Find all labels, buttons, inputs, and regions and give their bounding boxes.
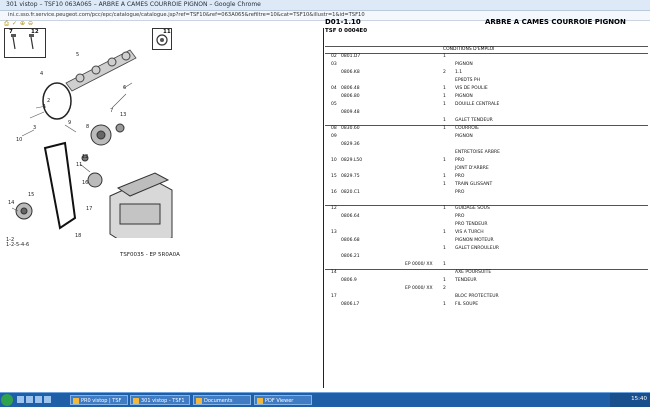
description-cell: PIGNON (455, 94, 473, 99)
callout-1: 1 (43, 104, 47, 110)
callout-7: 7 (110, 108, 114, 114)
ref-cell: 10 (331, 158, 337, 163)
callout-18: 18 (75, 233, 82, 239)
quicklaunch-icon[interactable] (26, 396, 33, 403)
description-cell: 1.1 (455, 70, 463, 75)
table-row[interactable] (325, 86, 648, 92)
part-number-cell: 0829.L50 (341, 158, 363, 163)
table-row[interactable] (325, 206, 648, 212)
part-number-cell: 0806.K8 (341, 70, 360, 75)
description-cell: GUIDAGE SOUS (455, 206, 490, 211)
part-number-cell: 0806.68 (341, 238, 360, 243)
callout-3: 3 (33, 125, 37, 131)
description-cell: GALET TENDEUR (455, 118, 493, 123)
timing-belt (45, 143, 75, 228)
quantity-cell: 1 (443, 230, 446, 235)
ref-cell: 16 (331, 190, 337, 195)
part-number-cell: 0806.21 (341, 254, 360, 259)
part-number-cell: 0806.L7 (341, 302, 360, 307)
table-row[interactable] (325, 302, 648, 308)
description-cell: PIGNON (455, 134, 473, 139)
start-button[interactable] (1, 394, 13, 406)
parts-header (325, 18, 648, 42)
taskbar (0, 392, 650, 407)
document-content (0, 18, 650, 388)
inset-right-label: 11 (163, 29, 171, 35)
table-row[interactable] (325, 174, 648, 180)
quantity-cell: 1 (443, 126, 446, 131)
part-number-cell: 0829.75 (341, 174, 360, 179)
quicklaunch-icon[interactable] (17, 396, 24, 403)
description-cell: PRO (455, 174, 465, 179)
quicklaunch-icon[interactable] (44, 396, 51, 403)
ref-cell: 12 (331, 206, 337, 211)
ref-cell: 02 (331, 54, 337, 59)
table-row[interactable] (325, 262, 648, 268)
app-icon (133, 398, 139, 404)
callout-5: 5 (76, 52, 80, 58)
quantity-cell: 1 (443, 102, 446, 107)
engine-block (110, 173, 172, 238)
table-row[interactable] (325, 190, 648, 196)
callout-6: 6 (123, 85, 127, 91)
description-cell: VIS A TURCH (455, 230, 484, 235)
diagram-caption: TSF0035 - EP 5R0A0A (120, 252, 180, 258)
parts-subtitle: TSF 0 0004E0 (325, 28, 368, 34)
table-row[interactable] (325, 230, 648, 236)
quantity-cell: 1 (443, 262, 446, 267)
diagram-drawing (0, 28, 323, 238)
quantity-cell: 1 (443, 94, 446, 99)
quantity-cell: 1 (443, 206, 446, 211)
description-cell: DOUILLE CENTRALE (455, 102, 500, 107)
group-code: D01-1.10 (325, 18, 361, 26)
table-row[interactable] (325, 70, 648, 76)
taskbar-task[interactable]: 301 vistop - TSF1 (130, 395, 190, 405)
quantity-cell: 1 (443, 118, 446, 123)
part-number-cell: 0806.64 (341, 214, 360, 219)
taskbar-task[interactable]: PDF Viewer (254, 395, 312, 405)
part-number-cell: 0830.60 (341, 126, 360, 131)
table-row[interactable] (325, 286, 648, 292)
description-cell: JOINT D'ARBRE (455, 166, 489, 171)
table-row[interactable] (325, 278, 648, 284)
table-row[interactable] (325, 254, 648, 260)
column-header-label: CONDITIONS D'EMPLOI (443, 47, 495, 52)
callout-16: 16 (82, 180, 89, 186)
zoom-out-icon[interactable]: ⊖ (27, 20, 34, 27)
part-number-cell: 0809.48 (341, 110, 360, 115)
callout-9: 9 (68, 120, 72, 126)
description-cell: AXE POURSUITE (455, 270, 492, 275)
table-row[interactable] (325, 198, 648, 204)
quantity-cell: 1 (443, 54, 446, 59)
table-row[interactable] (325, 118, 648, 124)
app-icon (196, 398, 202, 404)
part-number-cell: 0806.9 (341, 278, 357, 283)
callout-10: 10 (16, 137, 23, 143)
quantity-cell: 2 (443, 286, 446, 291)
window-titlebar (0, 0, 650, 11)
table-row[interactable] (325, 54, 648, 60)
description-cell: PRO (455, 214, 465, 219)
description-cell: PIGNON (455, 62, 473, 67)
part-number-cell: 0806.80 (341, 94, 360, 99)
quantity-cell: 1 (443, 246, 446, 251)
parts-list (325, 18, 650, 388)
ref-cell: 14 (331, 270, 337, 275)
print-icon[interactable]: ⎙ (4, 20, 9, 27)
quantity-cell: 1 (443, 174, 446, 179)
description-cell: PIGNON MOTEUR (455, 238, 494, 243)
taskbar-task[interactable]: PR0 vistop | TSF (70, 395, 128, 405)
inset-left-label-b: 12 (31, 29, 39, 35)
description-cell: PRO (455, 158, 465, 163)
quicklaunch-icon[interactable] (35, 396, 42, 403)
description-cell: ENTRETOISE ARBRE (455, 150, 500, 155)
part-number-cell: 0820.C1 (341, 190, 360, 195)
app-icon (257, 398, 263, 404)
description-cell: PRO TENDEUR (455, 222, 488, 227)
table-row[interactable] (325, 126, 648, 132)
callout-4: 4 (40, 71, 44, 77)
table-row[interactable] (325, 158, 648, 164)
table-row[interactable] (325, 246, 648, 252)
quantity-cell: 2 (443, 70, 446, 75)
table-row[interactable] (325, 166, 648, 172)
window-title: 301 vistop – TSF10 063A065 – ARBRE A CAMES COURROIE PIGNON – Google Chrome (6, 1, 261, 8)
callout-13: 13 (120, 112, 127, 118)
description-cell: PRO (455, 190, 465, 195)
note-cell: EP 0000/ XX (405, 262, 433, 267)
ref-cell: 03 (331, 62, 337, 67)
description-cell: TENDEUR (455, 278, 477, 283)
table-row[interactable] (325, 214, 648, 220)
quantity-cell: 1 (443, 158, 446, 163)
part-number-cell: 0801.D7 (341, 54, 361, 59)
part-number-cell: 0829.36 (341, 142, 360, 147)
taskbar-task[interactable]: Documents (193, 395, 251, 405)
system-tray (610, 393, 650, 407)
table-row[interactable] (325, 78, 648, 84)
callout-12: 12 (82, 154, 89, 160)
table-row[interactable] (325, 294, 648, 300)
table-row[interactable] (325, 62, 648, 68)
table-row[interactable] (325, 134, 648, 140)
save-icon[interactable]: ✓ (11, 20, 18, 27)
inset-left-label-a: 7 (9, 29, 13, 35)
quantity-cell: 1 (443, 86, 446, 91)
url-text[interactable]: ini.c.sso.fr.service.peugeot.com/pcc/epc/catalogue/catalogue.jsp?ref=TSF10&ref=063A065&refiltre=10&cat=TSF10&illustr=1&id=TSF10 (8, 12, 365, 18)
description-cell: VIS DE POULIE (455, 86, 488, 91)
part-number-cell: 0806.48 (341, 86, 360, 91)
callout-11: 11 (76, 162, 83, 168)
ref-cell: 13 (331, 230, 337, 235)
parts-title: ARBRE A CAMES COURROIE PIGNON (485, 18, 626, 26)
clock: 15:40 (631, 396, 647, 402)
table-row[interactable] (325, 222, 648, 228)
ref-cell: 09 (331, 134, 337, 139)
app-icon (73, 398, 79, 404)
quantity-cell: 1 (443, 278, 446, 283)
table-row[interactable] (325, 94, 648, 100)
ref-cell: 04 (331, 86, 337, 91)
description-cell: EP6DTS PH (455, 78, 481, 83)
ref-cell: 17 (331, 294, 337, 299)
ref-cell: 15 (331, 174, 337, 179)
quantity-cell: 1 (443, 182, 446, 187)
callout-17: 17 (86, 206, 93, 212)
exploded-diagram (0, 28, 323, 388)
callout-14: 14 (8, 200, 15, 206)
table-row[interactable] (325, 110, 648, 116)
table-row[interactable] (325, 182, 648, 188)
table-row[interactable] (325, 102, 648, 108)
table-row[interactable] (325, 270, 648, 276)
description-cell: BLOC PROTECTEUR (455, 294, 499, 299)
quantity-cell: 1 (443, 302, 446, 307)
crank-pulley (16, 203, 32, 219)
table-row[interactable] (325, 238, 648, 244)
table-row[interactable] (325, 150, 648, 156)
description-cell: COURROIE (455, 126, 479, 131)
description-cell: GALET ENROULEUR (455, 246, 500, 251)
column-header-row (325, 46, 648, 54)
ref-cell: 08 (331, 126, 337, 131)
ref-cell: 05 (331, 102, 337, 107)
callout-8: 8 (86, 124, 90, 130)
zoom-in-icon[interactable]: ⊕ (19, 20, 26, 27)
description-cell: FIL SOUPE (455, 302, 479, 307)
diagram-key: 1-2 1-2-5-4-6 (6, 237, 30, 248)
pane-divider (323, 28, 324, 388)
callout-2: 2 (47, 98, 51, 104)
callout-15: 15 (28, 192, 35, 198)
table-row[interactable] (325, 142, 648, 148)
description-cell: TRAIN GLISSANT (455, 182, 493, 187)
note-cell: EP 0000/ XX (405, 286, 433, 291)
